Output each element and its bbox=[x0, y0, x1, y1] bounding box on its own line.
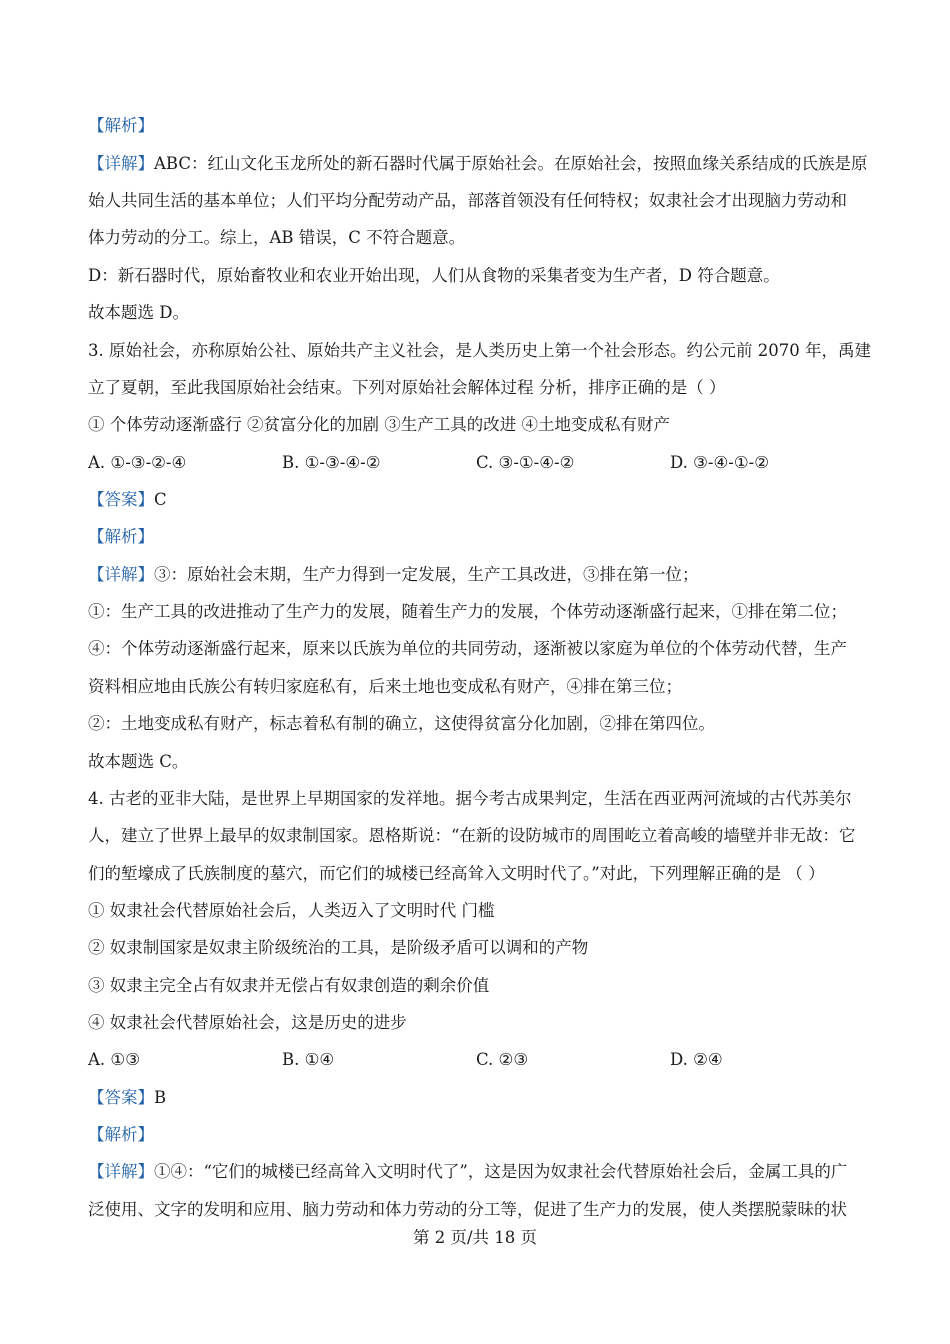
question-3-items: ① 个体劳动逐渐盛行 ②贫富分化的加剧 ③生产工具的改进 ④土地变成私有财产 bbox=[88, 415, 670, 434]
detail-text-line: ④：个体劳动逐渐盛行起来，原来以氏族为单位的共同劳动，逐渐被以家庭为单位的个体劳动代替，生产 bbox=[88, 639, 847, 658]
detail-tag: 【详解】 bbox=[88, 565, 154, 584]
question-3-stem: 立了夏朝，至此我国原始社会结束。下列对原始社会解体过程 分析，排序正确的是（ ） bbox=[88, 378, 726, 397]
answer-value: C bbox=[154, 490, 167, 509]
question-4-stem: 人，建立了世界上最早的奴隶制国家。恩格斯说：“在新的设防城市的周围屹立着高峻的墙壁并非无故：它 bbox=[88, 826, 856, 845]
detail-text-line: 体力劳动的分工。综上，AB 错误，C 不符合题意。 bbox=[88, 228, 466, 247]
analysis-tag: 【解析】 bbox=[88, 527, 154, 546]
analysis-tag: 【解析】 bbox=[88, 116, 154, 135]
detail-text-line: ②：土地变成私有财产，标志着私有制的确立，这使得贫富分化加剧，②排在第四位。 bbox=[88, 714, 715, 733]
detail-text-line: ①：生产工具的改进推动了生产力的发展，随着生产力的发展，个体劳动逐渐盛行起来，①排在第二位； bbox=[88, 602, 847, 621]
detail-paragraph-line bbox=[88, 563, 878, 587]
statement-4: ④ 奴隶社会代替原始社会，这是历史的进步 bbox=[88, 1013, 407, 1032]
analysis-tag: 【解析】 bbox=[88, 1125, 154, 1144]
option-c: C. ②③ bbox=[476, 1050, 529, 1069]
detail-text-line: 泛使用、文字的发明和应用、脑力劳动和体力劳动的分工等，促进了生产力的发展，使人类摆脱蒙昧的状 bbox=[88, 1200, 847, 1219]
detail-text: ABC：红山文化玉龙所处的新石器时代属于原始社会。在原始社会，按照血缘关系结成的氏族是原 bbox=[154, 154, 868, 173]
conclusion-line: 故本题选 C。 bbox=[88, 752, 189, 771]
option-a: A. ①③ bbox=[88, 1050, 140, 1069]
conclusion-line: 故本题选 D。 bbox=[88, 303, 189, 322]
option-a: A. ①-③-②-④ bbox=[88, 453, 187, 472]
option-c: C. ③-①-④-② bbox=[476, 453, 575, 472]
detail-text-line: D：新石器时代，原始畜牧业和农业开始出现，人们从食物的采集者变为生产者，D 符合题意。 bbox=[88, 266, 780, 285]
answer-value: B bbox=[154, 1088, 167, 1107]
detail-text: ③：原始社会末期，生产力得到一定发展，生产工具改进，③排在第一位； bbox=[154, 565, 699, 584]
statement-3: ③ 奴隶主完全占有奴隶并无偿占有奴隶创造的剩余价值 bbox=[88, 976, 490, 995]
option-b: B. ①④ bbox=[282, 1050, 335, 1069]
detail-text-line: 资料相应地由氏族公有转归家庭私有，后来土地也变成私有财产，④排在第三位； bbox=[88, 677, 682, 696]
detail-text-line: 始人共同生活的基本单位；人们平均分配劳动产品，部落首领没有任何特权；奴隶社会才出现脑力劳动和 bbox=[88, 191, 847, 210]
analysis-heading bbox=[88, 1123, 878, 1147]
detail-tag: 【详解】 bbox=[88, 1162, 154, 1181]
question-3-stem: 3. 原始社会，亦称原始公社、原始共产主义社会，是人类历史上第一个社会形态。约公元前 2070 年，禹建 bbox=[88, 341, 871, 360]
option-b: B. ①-③-④-② bbox=[282, 453, 381, 472]
answer-tag: 【答案】 bbox=[88, 1088, 154, 1107]
question-4-stem: 4. 古老的亚非大陆，是世界上早期国家的发祥地。据今考古成果判定，生活在西亚两河流域的古代苏美尔 bbox=[88, 789, 852, 808]
answer-line bbox=[88, 488, 878, 512]
option-d: D. ③-④-①-② bbox=[670, 453, 770, 472]
question-4-stem: 们的堑壕成了氏族制度的墓穴，而它们的城楼已经高耸入文明时代了。”对此，下列理解正确的是 （ ） bbox=[88, 864, 825, 883]
statement-1: ① 奴隶社会代替原始社会后，人类迈入了文明时代 门槛 bbox=[88, 901, 495, 920]
answer-tag: 【答案】 bbox=[88, 490, 154, 509]
statement-2: ② 奴隶制国家是奴隶主阶级统治的工具，是阶级矛盾可以调和的产物 bbox=[88, 938, 589, 957]
detail-tag: 【详解】 bbox=[88, 154, 154, 173]
analysis-heading bbox=[88, 525, 878, 549]
detail-paragraph-line bbox=[88, 152, 878, 176]
analysis-heading bbox=[88, 114, 878, 138]
detail-text: ①④：“它们的城楼已经高耸入文明时代了”，这是因为奴隶社会代替原始社会后，金属工具的广 bbox=[154, 1162, 848, 1181]
detail-paragraph-line bbox=[88, 1160, 878, 1184]
option-d: D. ②④ bbox=[670, 1050, 723, 1069]
answer-line bbox=[88, 1086, 878, 1110]
page-number-footer: 第 2 页/共 18 页 bbox=[412, 1228, 538, 1247]
